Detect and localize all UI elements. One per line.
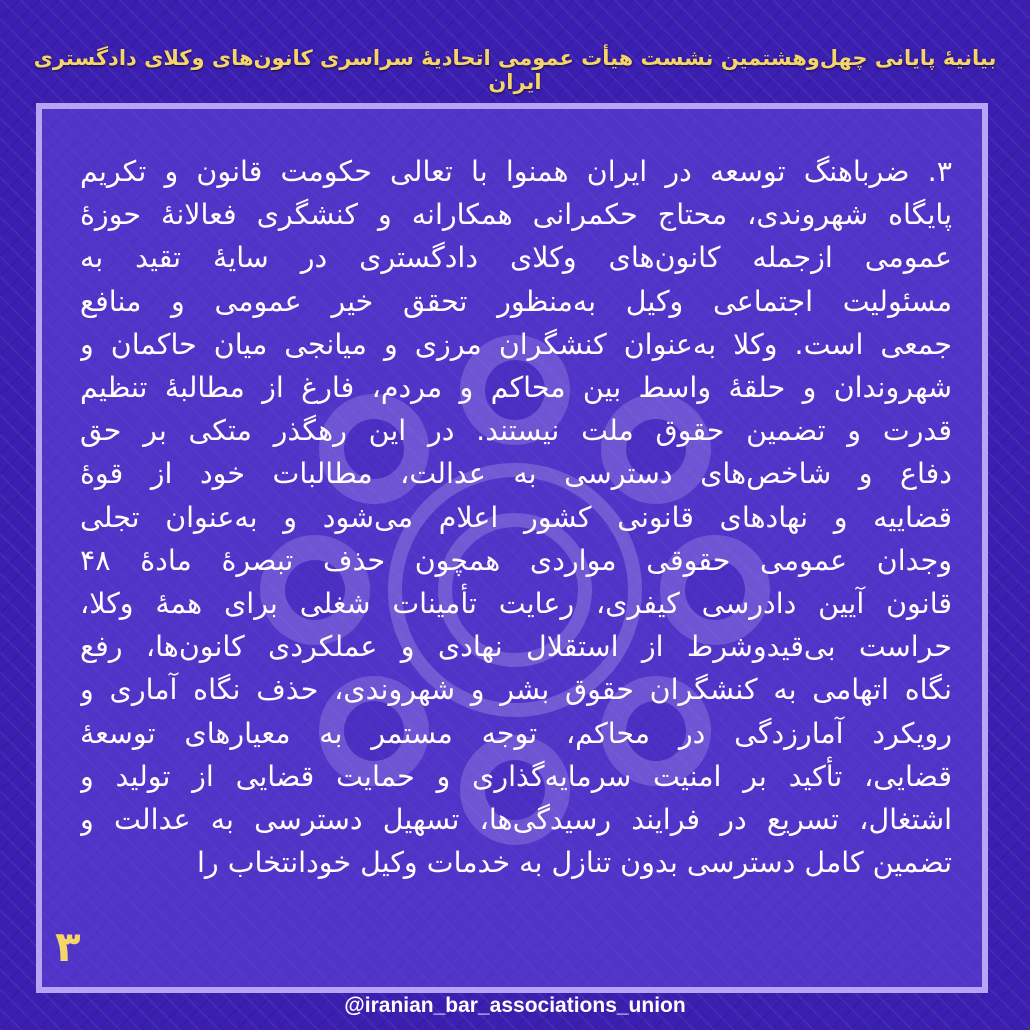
statement-line: عمومی ازجمله کانون‌های وکلای دادگستری در سایهٔ تقید به — [80, 241, 952, 275]
statement-line: قانون آیین دادرسی کیفری، رعایت تأمینات شغلی برای همهٔ وکلا، — [80, 587, 952, 621]
statement-line: رویکرد آمارزدگی در محاکم، توجه مستمر به معیارهای توسعهٔ — [80, 716, 952, 750]
statement-line: وجدان عمومی حقوقی مواردی همچون حذف تبصرهٔ مادهٔ ۴۸ — [80, 543, 952, 577]
statement-line: اشتغال، تسریع در فرایند رسیدگی‌ها، تسهیل دسترسی به عدالت و — [80, 803, 952, 837]
header-title: بیانیهٔ پایانی چهل‌وهشتمین نشست هیأت عمومی اتحادیهٔ سراسری کانون‌های وکلای دادگستری ایران — [33, 46, 997, 94]
statement-line: تضمین کامل دسترسی بدون تنازل به خدمات وکیل خودانتخاب را — [196, 846, 952, 880]
statement-line: نگاه اتهامی به کنشگران حقوق بشر و شهروندی، حذف نگاه آماری و — [80, 673, 952, 707]
statement-line: شهروندان و حلقهٔ واسط بین محاکم و مردم، فارغ از مطالبهٔ تنظیم — [80, 371, 952, 405]
page-number: ۳ — [55, 922, 81, 971]
statement-line: قضاییه و نهادهای قانونی کشور اعلام می‌شود و به‌عنوان تجلی — [80, 500, 952, 534]
statement-line: جمعی است. وکلا به‌عنوان کنشگران مرزی و میانجی میان حاکمان و — [80, 327, 952, 361]
statement-line: حراست بی‌قیدوشرط از استقلال نهادی و عملکردی کانون‌ها، رفع — [80, 630, 952, 664]
statement-line: پایگاه شهروندی، محتاج حکمرانی همکارانه و کنشگری فعالانهٔ حوزهٔ — [80, 198, 952, 232]
statement-line: ۳. ضرباهنگ توسعه در ایران همنوا با تعالی حکومت قانون و تکریم — [80, 155, 952, 188]
statement-line: دفاع و شاخص‌های دسترسی به عدالت، مطالبات خود از قوهٔ — [80, 457, 952, 491]
statement-line: قدرت و تضمین حقوق ملت نیستند. در این رهگذر متکی بر حق — [80, 414, 952, 448]
social-handle: @iranian_bar_associations_union — [344, 994, 686, 1017]
statement-line: قضایی، تأکید بر امنیت سرمایه‌گذاری و حمایت قضایی از تولید و — [80, 759, 952, 793]
statement-body — [80, 150, 952, 884]
statement-line: مسئولیت اجتماعی وکیل به‌منظور تحقق خیر عمومی و منافع — [80, 284, 952, 318]
